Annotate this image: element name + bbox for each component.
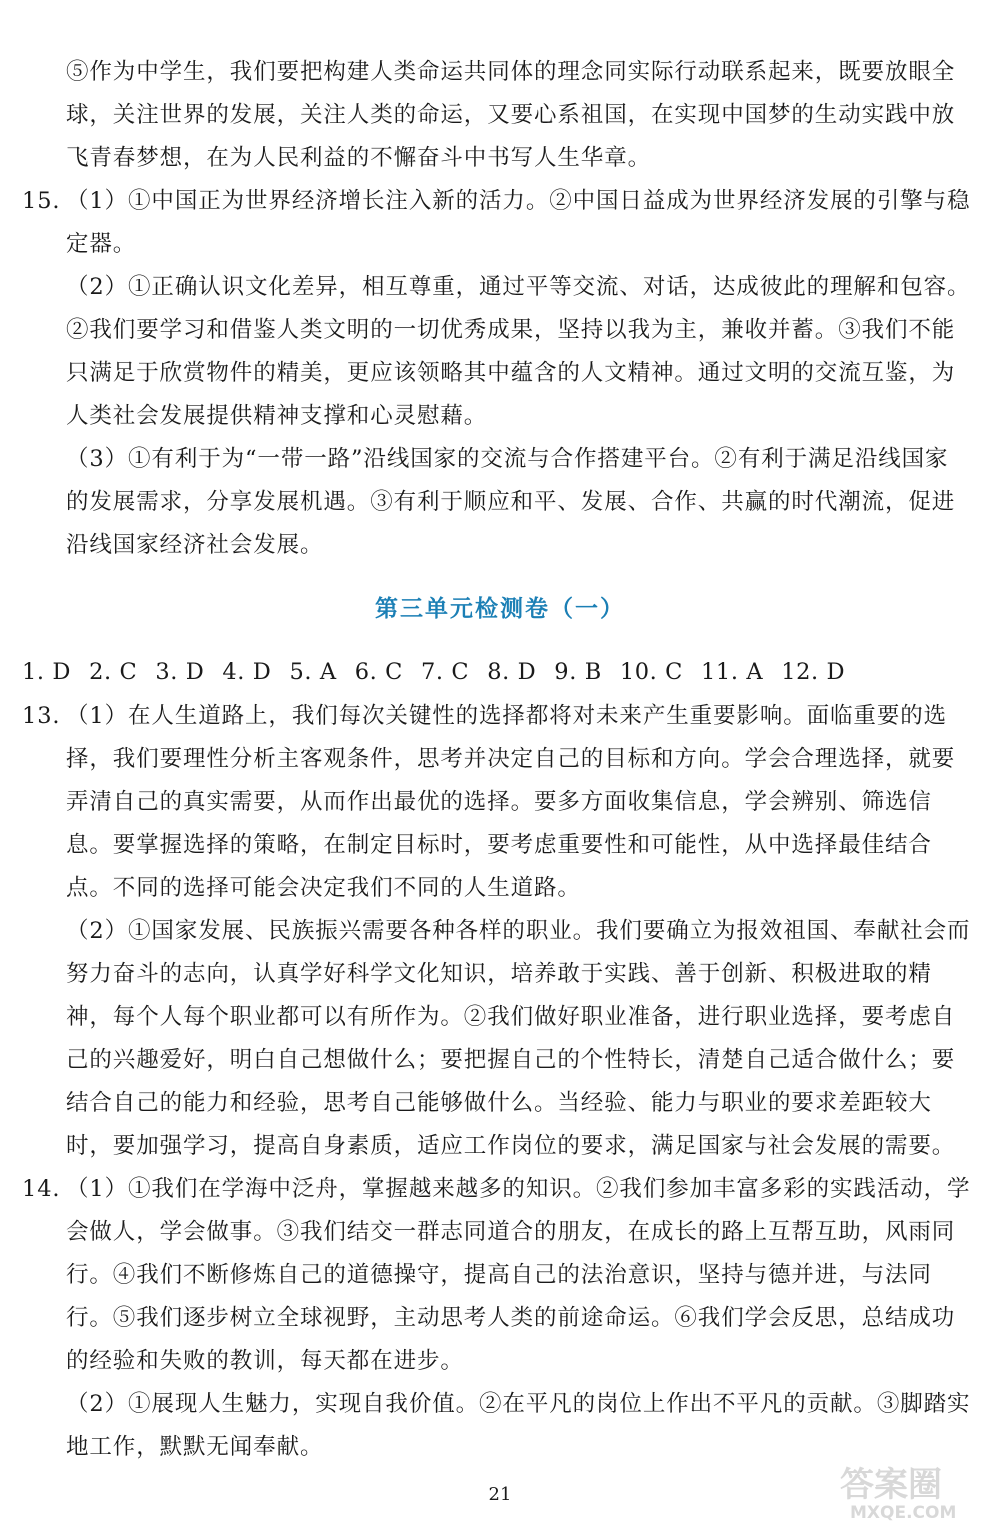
answer-item: 12. D <box>781 659 846 685</box>
paragraph-line: 择，我们要理性分析主客观条件，思考并决定自己的目标和方向。学会合理选择，就要 <box>66 746 956 772</box>
answer-text: （1）①中国正为世界经济增长注入新的活力。②中国日益成为世界经济发展的引擎与稳 <box>66 188 971 214</box>
answer-text: （1）①我们在学海中泛舟，掌握越来越多的知识。②我们参加丰富多彩的实践活动，学 <box>66 1176 971 1202</box>
watermark-main-text: 答案圈 <box>840 1465 942 1505</box>
question-15-line <box>22 186 971 216</box>
paragraph-line: 的经验和失败的教训，每天都在进步。 <box>66 1348 464 1374</box>
paragraph-line: 定器。 <box>66 231 137 257</box>
answer-text: （1）在人生道路上，我们每次关键性的选择都将对未来产生重要影响。面临重要的选 <box>66 703 948 729</box>
paragraph-line: 的发展需求，分享发展机遇。③有利于顺应和平、发展、合作、共赢的时代潮流，促进 <box>66 489 956 515</box>
paragraph-line: （3）①有利于为“一带一路”沿线国家的交流与合作搭建平台。②有利于满足沿线国家 <box>66 446 949 472</box>
paragraph-line: 时，要加强学习，提高自身素质，适应工作岗位的要求，满足国家与社会发展的需要。 <box>66 1133 956 1159</box>
paragraph-line: 点。不同的选择可能会决定我们不同的人生道路。 <box>66 875 581 901</box>
question-number: 13. <box>22 703 61 729</box>
multiple-choice-answers <box>22 657 863 687</box>
question-number: 15. <box>22 188 61 214</box>
answer-item: 3. D <box>155 659 205 685</box>
paragraph-line: 行。⑤我们逐步树立全球视野，主动思考人类的前途命运。⑥我们学会反思，总结成功 <box>66 1305 956 1331</box>
paragraph-line: 沿线国家经济社会发展。 <box>66 532 324 558</box>
question-14-line <box>22 1174 971 1204</box>
answer-item: 6. C <box>354 659 403 685</box>
paragraph-line: 只满足于欣赏物件的精美，更应该领略其中蕴含的人文精神。通过文明的交流互鉴，为 <box>66 360 956 386</box>
watermark-logo <box>836 1462 986 1522</box>
paragraph-line: 息。要掌握选择的策略，在制定目标时，要考虑重要性和可能性，从中选择最佳结合 <box>66 832 932 858</box>
answer-item: 9. B <box>554 659 602 685</box>
answer-item: 8. D <box>487 659 537 685</box>
answer-item: 1. D <box>22 659 72 685</box>
paragraph-line: 结合自己的能力和经验，思考自己能够做什么。当经验、能力与职业的要求差距较大 <box>66 1090 932 1116</box>
page-number: 21 <box>488 1484 512 1505</box>
paragraph-line: （2）①国家发展、民族振兴需要各种各样的职业。我们要确立为报效祖国、奉献社会而 <box>66 918 971 944</box>
question-number: 14. <box>22 1176 61 1202</box>
question-13-line <box>22 701 948 731</box>
answer-item: 11. A <box>701 659 764 685</box>
paragraph-line: 努力奋斗的志向，认真学好科学文化知识，培养敢于实践、善于创新、积极进取的精 <box>66 961 932 987</box>
paragraph-line: 行。④我们不断修炼自己的道德操守，提高自己的法治意识，坚持与德并进，与法同 <box>66 1262 932 1288</box>
paragraph-line: 人类社会发展提供精神支撑和心灵慰藉。 <box>66 403 488 429</box>
paragraph-line: 球，关注世界的发展，关注人类的命运，又要心系祖国，在实现中国梦的生动实践中放 <box>66 102 956 128</box>
paragraph-line: （2）①展现人生魅力，实现自我价值。②在平凡的岗位上作出不平凡的贡献。③脚踏实 <box>66 1391 971 1417</box>
paragraph-line: （2）①正确认识文化差异，相互尊重，通过平等交流、对话，达成彼此的理解和包容。 <box>66 274 971 300</box>
paragraph-line: ②我们要学习和借鉴人类文明的一切优秀成果，坚持以我为主，兼收并蓄。③我们不能 <box>66 317 956 343</box>
section-title: 第三单元检测卷（一） <box>375 596 625 622</box>
paragraph-line: 神，每个人每个职业都可以有所作为。②我们做好职业准备，进行职业选择，要考虑自 <box>66 1004 956 1030</box>
answer-item: 5. A <box>289 659 337 685</box>
paragraph-line: 飞青春梦想，在为人民利益的不懈奋斗中书写人生华章。 <box>66 145 652 171</box>
paragraph-line: 会做人，学会做事。③我们结交一群志同道合的朋友，在成长的路上互帮互助，风雨同 <box>66 1219 956 1245</box>
paragraph-line: 弄清自己的真实需要，从而作出最优的选择。要多方面收集信息，学会辨别、筛选信 <box>66 789 932 815</box>
answer-item: 2. C <box>89 659 138 685</box>
paragraph-line: ⑤作为中学生，我们要把构建人类命运共同体的理念同实际行动联系起来，既要放眼全 <box>66 59 956 85</box>
answer-item: 4. D <box>222 659 272 685</box>
paragraph-line: 己的兴趣爱好，明白自己想做什么；要把握自己的个性特长，清楚自己适合做什么；要 <box>66 1047 956 1073</box>
answer-item: 7. C <box>420 659 470 685</box>
watermark-sub-text: MXQE.COM <box>850 1503 957 1522</box>
answer-item: 10. C <box>619 659 683 685</box>
paragraph-line: 地工作，默默无闻奉献。 <box>66 1434 324 1460</box>
